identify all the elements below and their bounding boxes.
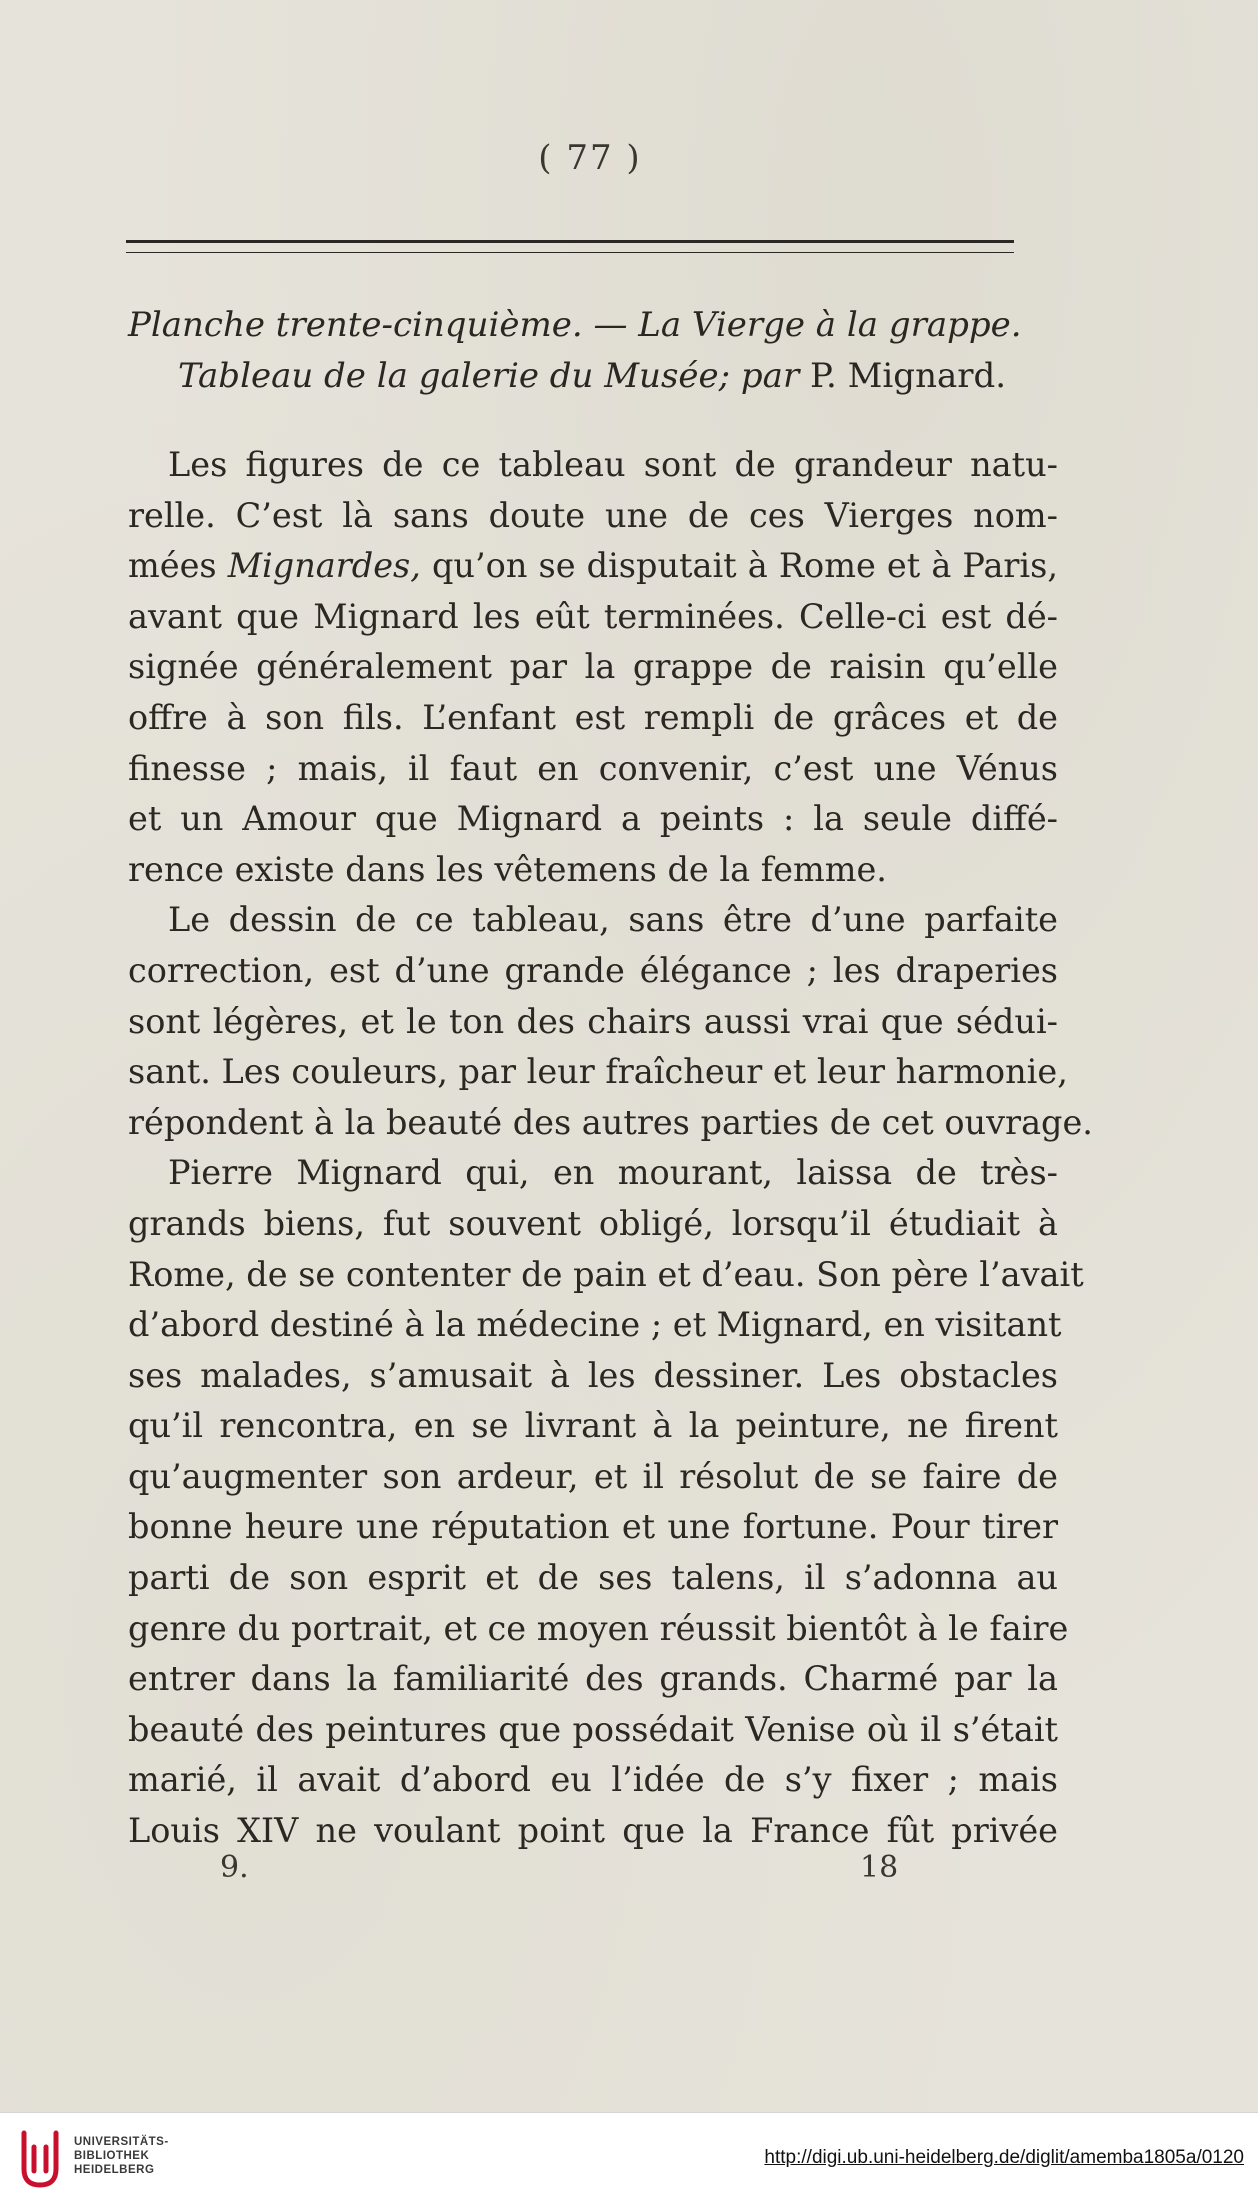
library-name-line3: HEIDELBERG: [74, 2164, 155, 2176]
text-line: beauté des peintures que possédait Venise où il s’était: [128, 1709, 1058, 1749]
library-name-line2: BIBLIOTHEK: [74, 2150, 150, 2162]
text-line: relle. C’est là sans doute une de ces Vierges nom-: [128, 495, 1058, 535]
text-line: signée généralement par la grappe de raisin qu’elle: [128, 647, 1058, 687]
plate-subtitle: [178, 356, 1006, 396]
page-number: ( 77 ): [538, 138, 642, 178]
signature-mark: 9.: [220, 1850, 249, 1885]
text-line: Louis XIV ne voulant point que la France fût privée: [128, 1811, 1058, 1851]
text-line: bonne heure une réputation et une fortune. Pour tirer: [128, 1507, 1058, 1547]
plate-subtitle-author: P. Mignard.: [810, 356, 1007, 396]
text-line: marié, il avait d’abord eu l’idée de s’y fixer ; mais: [128, 1760, 1058, 1800]
text-line: ses malades, s’amusait à les dessiner. Les obstacles: [128, 1355, 1058, 1395]
text-line: qu’augmenter son ardeur, et il résolut de se faire de: [128, 1456, 1058, 1496]
text-line: entrer dans la familiarité des grands. Charmé par la: [128, 1659, 1058, 1699]
plate-title: Planche trente-cinquième. — La Vierge à la grappe.: [128, 305, 1022, 345]
header-rule-thick: [126, 240, 1014, 243]
text-line: d’abord destiné à la médecine ; et Mignard, en visitant: [128, 1305, 1062, 1345]
folio-mark: 18: [860, 1850, 899, 1885]
italic-term: Mignardes,: [227, 546, 421, 586]
plate-subtitle-italic: Tableau de la galerie du Musée; par: [178, 356, 800, 396]
text-line: parti de son esprit et de ses talens, il s’adonna au: [128, 1558, 1058, 1598]
text-line: correction, est d’une grande élégance ; les draperies: [128, 950, 1058, 990]
library-name: [74, 2135, 169, 2177]
text-fragment: mées: [128, 546, 228, 586]
library-footer: [0, 2112, 1258, 2206]
body-text: [128, 440, 1093, 1857]
text-line: répondent à la beauté des autres parties de cet ouvrage.: [128, 1102, 1093, 1142]
library-name-line1: UNIVERSITÄTS-: [74, 2136, 169, 2148]
text-fragment: qu’on se disputait à Rome et à Paris,: [420, 546, 1058, 586]
text-line: finesse ; mais, il faut en convenir, c’est une Vénus: [128, 748, 1058, 788]
text-line: Rome, de se contenter de pain et d’eau. Son père l’avait: [128, 1254, 1084, 1294]
library-logo-icon: [10, 2125, 70, 2195]
text-line: Le dessin de ce tableau, sans être d’une parfaite: [168, 900, 1058, 940]
text-line: [128, 541, 1058, 592]
text-line: et un Amour que Mignard a peints : la seule diffé-: [128, 799, 1058, 839]
text-line: offre à son fils. L’enfant est rempli de grâces et de: [128, 697, 1058, 737]
text-line: genre du portrait, et ce moyen réussit bientôt à le faire: [128, 1608, 1069, 1648]
text-line: grands biens, fut souvent obligé, lorsqu’il étudiait à: [128, 1203, 1058, 1243]
permalink-url[interactable]: http://digi.ub.uni-heidelberg.de/diglit/amemba1805a/0120: [764, 2147, 1244, 2168]
text-line: sant. Les couleurs, par leur fraîcheur et leur harmonie,: [128, 1052, 1068, 1092]
text-line: sont légères, et le ton des chairs aussi vrai que sédui-: [128, 1001, 1058, 1041]
text-line: Pierre Mignard qui, en mourant, laissa de très-: [168, 1153, 1058, 1193]
text-line: avant que Mignard les eût terminées. Celle-ci est dé-: [128, 596, 1058, 636]
text-line: Les figures de ce tableau sont de grandeur natu-: [168, 445, 1058, 484]
header-rule-thin: [126, 252, 1014, 253]
text-line: rence existe dans les vêtemens de la femme.: [128, 849, 887, 889]
text-line: qu’il rencontra, en se livrant à la peinture, ne firent: [128, 1406, 1058, 1446]
